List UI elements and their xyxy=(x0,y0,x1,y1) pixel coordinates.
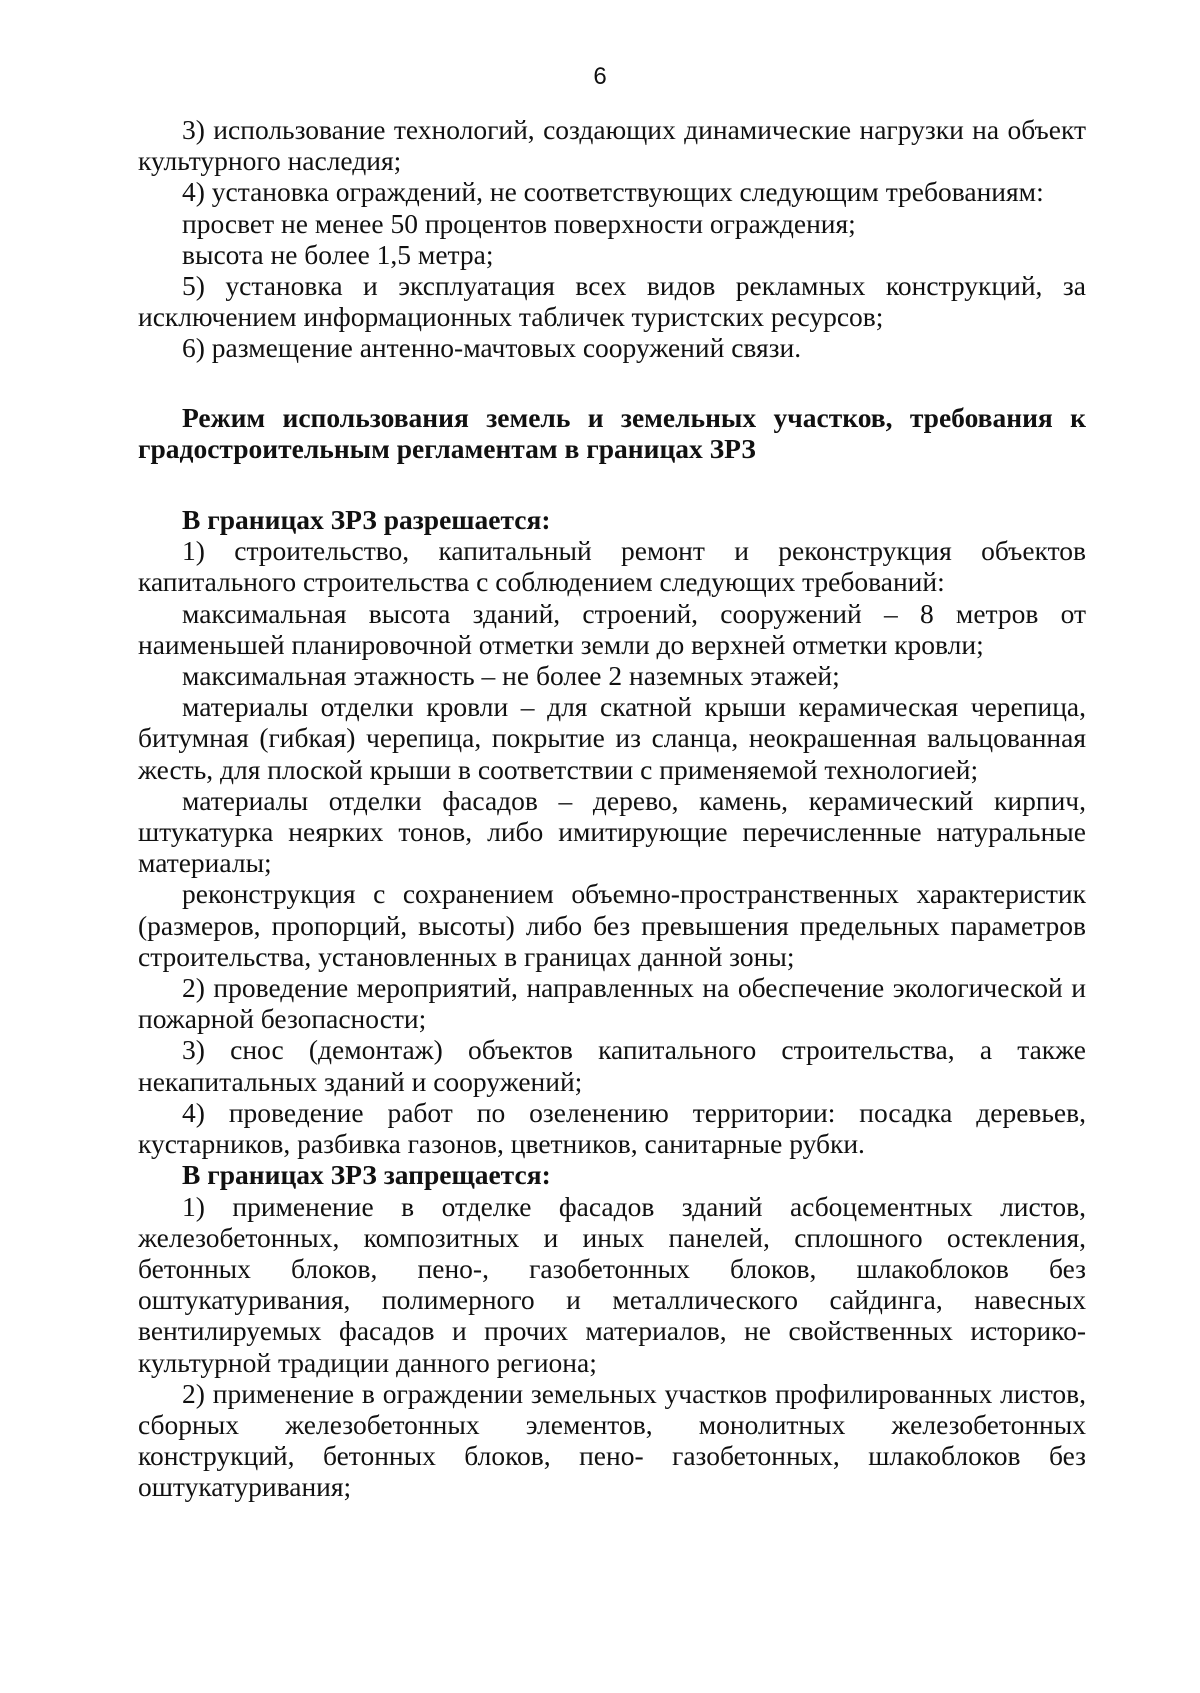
paragraph-roof-materials: материалы отделки кровли – для скатной крыши керамическая черепица, битумная (гибкая) черепица, покрытие из сланца, неокрашенная вальцованная жесть, для плоской крыши в соответствии с применяемой технологией; xyxy=(138,691,1086,785)
paragraph-prohibited-2: 2) применение в ограждении земельных участков профилированных листов, сборных железобетонных элементов, монолитных железобетонных конструкций, бетонных блоков, пено- газобетонных, шлакоблоков без оштукатуривания; xyxy=(138,1377,1086,1503)
section-heading: Режим использования земель и земельных участков, требования к градостроительным регламентам в границах ЗРЗ xyxy=(138,401,1086,464)
paragraph-reconstruction: реконструкция с сохранением объемно-пространственных характеристик (размеров, пропорций, высоты) либо без превышения предельных параметров строительства, установленных в границах данной зоны; xyxy=(138,878,1086,972)
document-body xyxy=(138,114,1086,1503)
paragraph-facade-materials: материалы отделки фасадов – дерево, камень, керамический кирпич, штукатурка неярких тонов, либо имитирующие перечисленные натуральные материалы; xyxy=(138,784,1086,879)
paragraph-allowed-1: 1) строительство, капитальный ремонт и реконструкция объектов капитального строительства с соблюдением следующих требований: xyxy=(138,535,1086,598)
paragraph-restriction-4: 4) установка ограждений, не соответствующих следующим требованиям: xyxy=(182,176,1044,208)
prohibited-heading: В границах ЗРЗ запрещается: xyxy=(182,1159,551,1191)
paragraph-allowed-4: 4) проведение работ по озеленению территории: посадка деревьев, кустарников, разбивка газонов, цветников, санитарные рубки. xyxy=(138,1096,1086,1160)
paragraph-fence-clearance: просвет не менее 50 процентов поверхности ограждения; xyxy=(182,207,856,239)
allowed-heading: В границах ЗРЗ разрешается: xyxy=(182,504,551,536)
paragraph-prohibited-1: 1) применение в отделке фасадов зданий асбоцементных листов, железобетонных, композитных и иных панелей, сплошного остекления, бетонных блоков, пено-, газобетонных блоков, шлакоблоков без оштукатуривания, полимерного и металлического сайдинга, навесных вентилируемых фасадов и прочих материалов, не свойственных историко-культурной традиции данного региона; xyxy=(138,1190,1086,1378)
paragraph-max-floors: максимальная этажность – не более 2 наземных этажей; xyxy=(182,660,840,692)
paragraph-restriction-5: 5) установка и эксплуатация всех видов рекламных конструкций, за исключением информационных табличек туристских ресурсов; xyxy=(138,270,1086,333)
paragraph-allowed-2: 2) проведение мероприятий, направленных на обеспечение экологической и пожарной безопасности; xyxy=(138,972,1086,1035)
paragraph-restriction-3: 3) использование технологий, создающих динамические нагрузки на объект культурного наследия; xyxy=(138,114,1086,177)
paragraph-allowed-3: 3) снос (демонтаж) объектов капитального строительства, а также некапитальных зданий и сооружений; xyxy=(138,1034,1086,1097)
paragraph-fence-height: высота не более 1,5 метра; xyxy=(182,238,494,270)
paragraph-max-height: максимальная высота зданий, строений, сооружений – 8 метров от наименьшей планировочной отметки земли до верхней отметки кровли; xyxy=(138,597,1086,660)
page-number: 6 xyxy=(593,63,607,90)
paragraph-restriction-6: 6) размещение антенно-мачтовых сооружений связи. xyxy=(182,332,802,364)
